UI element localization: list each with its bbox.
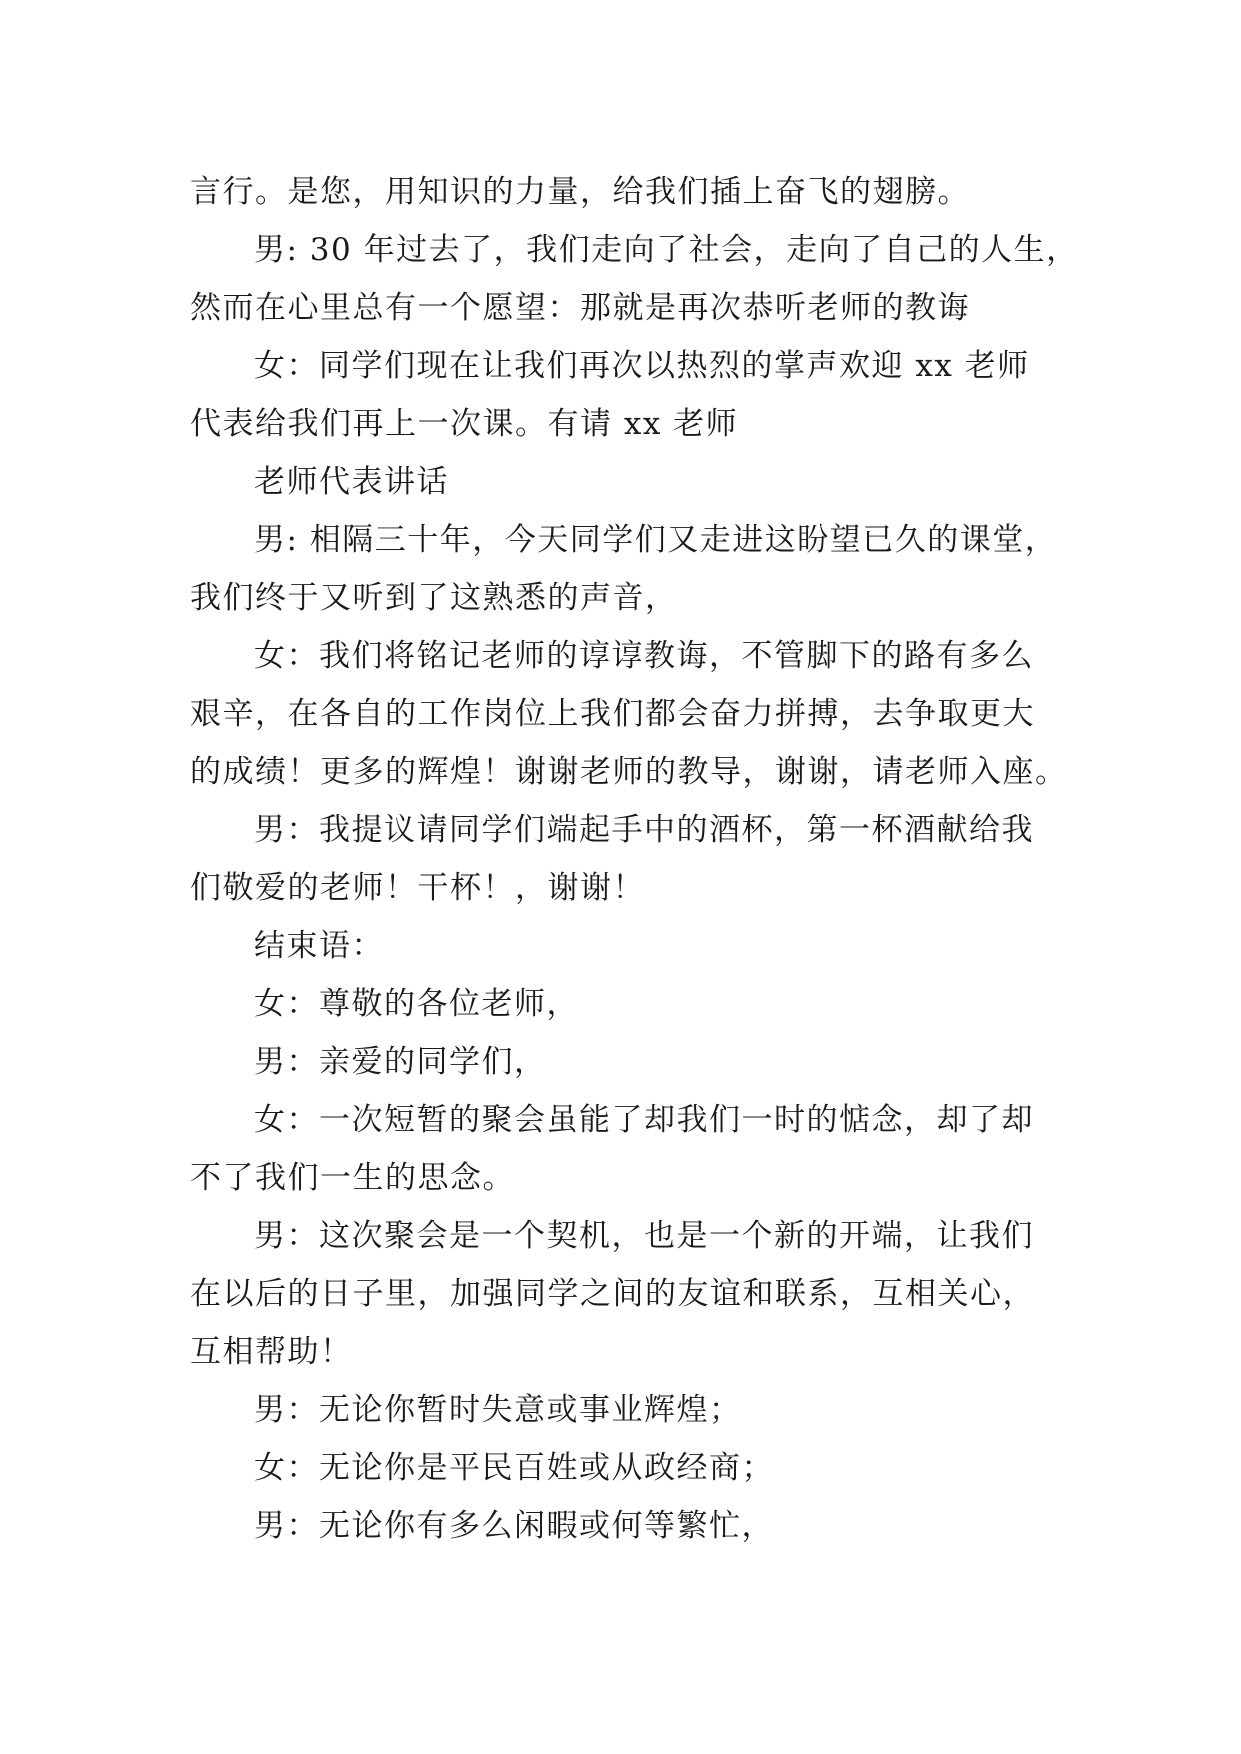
- text-line: 言行。是您，用知识的力量，给我们插上奋飞的翅膀。: [190, 174, 970, 210]
- text-line: 女：同学们现在让我们再次以热烈的掌声欢迎 xx 老师: [254, 348, 1030, 384]
- text-line: 不了我们一生的思念。: [190, 1160, 515, 1196]
- text-line: 男: 相隔三十年，今天同学们又走进这盼望已久的课堂，: [254, 522, 1058, 558]
- section-heading: 老师代表讲话: [254, 464, 449, 500]
- text-line: 男：这次聚会是一个契机，也是一个新的开端，让我们: [254, 1218, 1034, 1254]
- text-line: 男: 30 年过去了，我们走向了社会，走向了自己的人生，: [254, 232, 1079, 268]
- section-heading: 结束语：: [254, 928, 384, 964]
- text-line: 艰辛，在各自的工作岗位上我们都会奋力拼搏，去争取更大: [190, 696, 1035, 732]
- document-body: [190, 163, 1079, 1555]
- text-line: 代表给我们再上一次课。有请 xx 老师: [190, 406, 739, 442]
- text-line: 男：无论你暂时失意或事业辉煌；: [254, 1392, 742, 1428]
- text-line: 在以后的日子里，加强同学之间的友谊和联系，互相关心，: [190, 1276, 1035, 1312]
- text-line: 男：我提议请同学们端起手中的酒杯，第一杯酒献给我: [254, 812, 1034, 848]
- text-line: 们敬爱的老师！干杯！，谢谢！: [190, 870, 645, 906]
- text-line: 男：亲爱的同学们，: [254, 1044, 547, 1080]
- text-line: 女：尊敬的各位老师，: [254, 986, 579, 1022]
- text-line: 女：无论你是平民百姓或从政经商；: [254, 1450, 774, 1486]
- text-line: 男：无论你有多么闲暇或何等繁忙，: [254, 1508, 774, 1544]
- text-line: 女：一次短暂的聚会虽能了却我们一时的惦念，却了却: [254, 1102, 1034, 1138]
- text-line: 女：我们将铭记老师的谆谆教诲，不管脚下的路有多么: [254, 638, 1034, 674]
- text-line: 的成绩！更多的辉煌！谢谢老师的教导，谢谢，请老师入座。: [190, 754, 1068, 790]
- text-line: 然而在心里总有一个愿望：那就是再次恭听老师的教诲: [190, 290, 970, 326]
- text-line: 互相帮助！: [190, 1334, 353, 1370]
- text-line: 我们终于又听到了这熟悉的声音，: [190, 580, 678, 616]
